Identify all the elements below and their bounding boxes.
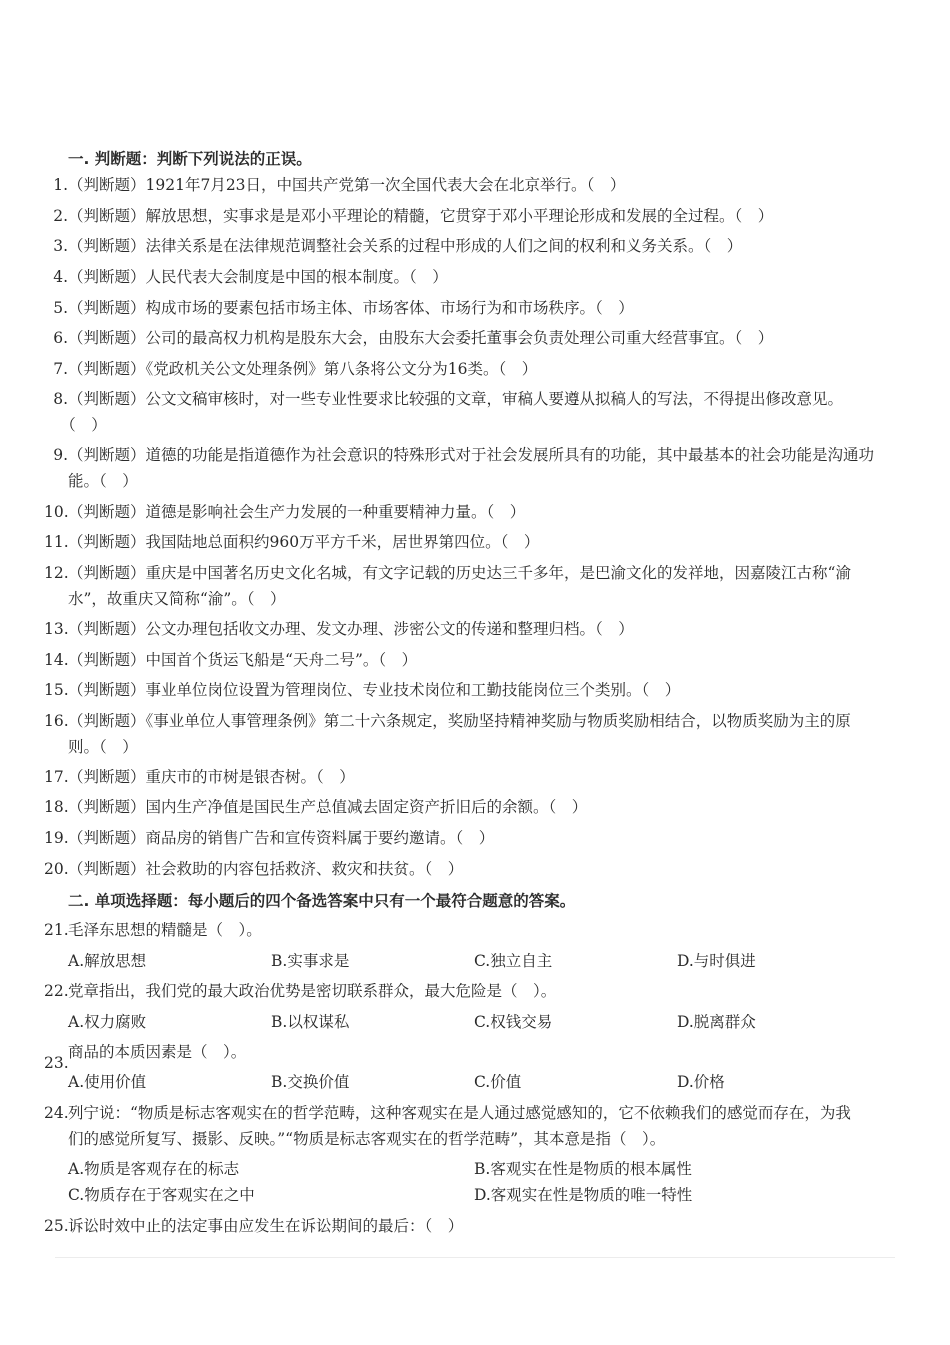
question-type-tag: （判断题） — [68, 620, 146, 638]
option-b: B.交换价值 — [271, 1073, 350, 1091]
question-type-tag: （判断题） — [68, 360, 146, 378]
question-type-tag: （判断题） — [68, 681, 146, 699]
options-row — [68, 1009, 888, 1035]
question-number: 23. — [44, 1054, 69, 1072]
answer-blank: （ ） — [486, 503, 526, 521]
question-number: 7. — [53, 360, 68, 378]
question-number: 17. — [44, 768, 69, 786]
question-type-tag: （判断题） — [68, 390, 146, 408]
question-number: 13. — [44, 620, 69, 638]
question-text: 解放思想，实事求是是邓小平理论的精髓，它贯穿于邓小平理论形成和发展的全过程。 — [145, 207, 735, 225]
judgment-question — [44, 172, 880, 198]
option-c: C.独立自主 — [474, 952, 553, 970]
choice-question — [44, 978, 880, 1004]
answer-blank: （ ） — [595, 620, 634, 638]
question-number: 1. — [53, 176, 68, 194]
question-text: 道德的功能是指道德作为社会意识的特殊形式对于社会发展所具有的功能，其中最基本的社会功能是沟通功能。 — [68, 446, 875, 490]
answer-blank: （ ） — [548, 798, 588, 816]
question-text: 国内生产净值是国民生产总值减去固定资产折旧后的余额。 — [145, 798, 549, 816]
question-text: 重庆是中国著名历史文化名城，有文字记载的历史达三千多年，是巴渝文化的发祥地，因嘉陵江古称“渝水”，故重庆又简称“渝”。 — [68, 564, 851, 608]
judgment-question — [44, 677, 880, 703]
section-title-single-choice: 二. 单项选择题：每小题后的四个备选答案中只有一个最符合题意的答案。 — [68, 892, 576, 910]
judgment-question — [44, 708, 880, 760]
answer-blank: （ ） — [246, 590, 286, 608]
question-number: 20. — [44, 860, 69, 878]
answer-blank: （ ） — [409, 268, 448, 286]
answer-blank: （ ） — [424, 860, 464, 878]
question-number: 8. — [53, 390, 68, 408]
question-number: 6. — [53, 329, 68, 347]
judgment-question — [44, 616, 880, 642]
option-a: A.解放思想 — [68, 952, 147, 970]
judgment-question — [44, 647, 880, 673]
judgment-question — [44, 233, 880, 259]
options-row — [68, 1156, 888, 1182]
judgment-question — [44, 856, 880, 882]
judgment-question — [44, 499, 880, 525]
question-text: 公司的最高权力机构是股东大会，由股东大会委托董事会负责处理公司重大经营事宜。 — [145, 329, 735, 347]
question-text: 法律关系是在法律规范调整社会关系的过程中形成的人们之间的权利和义务关系。 — [145, 237, 704, 255]
question-type-tag: （判断题） — [68, 299, 146, 317]
answer-blank: （ ） — [500, 533, 540, 551]
option-a: A.物质是客观存在的标志 — [68, 1160, 240, 1178]
question-text: 公文文稿审核时，对一些专业性要求比较强的文章，审稿人要遵从拟稿人的写法，不得提出修改意见。 — [145, 390, 844, 408]
judgment-question — [44, 295, 880, 321]
question-text: 1921年7月23日，中国共产党第一次全国代表大会在北京举行。 — [145, 176, 587, 194]
option-d: D.价格 — [677, 1073, 725, 1091]
option-b: B.以权谋私 — [271, 1013, 350, 1031]
choice-question — [68, 1039, 888, 1065]
question-type-tag: （判断题） — [68, 860, 146, 878]
option-d: D.客观实在性是物质的唯一特性 — [474, 1186, 693, 1204]
question-number: 4. — [53, 268, 68, 286]
section-title-judgment: 一. 判断题：判断下列说法的正误。 — [68, 150, 312, 168]
question-number: 16. — [44, 712, 69, 730]
question-number: 3. — [53, 237, 68, 255]
question-type-tag: （判断题） — [68, 768, 146, 786]
question-text: 构成市场的要素包括市场主体、市场客体、市场行为和市场秩序。 — [145, 299, 596, 317]
choice-question — [44, 1213, 880, 1239]
question-number: 15. — [44, 681, 69, 699]
option-b: B.实事求是 — [271, 952, 350, 970]
answer-blank: （ ） — [734, 207, 774, 225]
question-number: 9. — [53, 446, 68, 464]
question-text: 《事业单位人事管理条例》第二十六条规定，奖励坚持精神奖励与物质奖励相结合，以物质奖励为主的原则。 — [68, 712, 851, 756]
page-divider — [55, 1257, 895, 1258]
option-c: C.权钱交易 — [474, 1013, 553, 1031]
options-row — [68, 1069, 888, 1095]
answer-blank: （ ） — [703, 237, 743, 255]
answer-blank: （ ） — [498, 360, 538, 378]
judgment-question — [44, 264, 880, 290]
question-number: 18. — [44, 798, 69, 816]
option-a: A.权力腐败 — [68, 1013, 147, 1031]
question-type-tag: （判断题） — [68, 651, 146, 669]
question-number: 2. — [53, 207, 68, 225]
question-type-tag: （判断题） — [68, 533, 146, 551]
judgment-question — [44, 764, 880, 790]
question-text: 人民代表大会制度是中国的根本制度。 — [145, 268, 410, 286]
question-text: 社会救助的内容包括救济、救灾和扶贫。 — [145, 860, 425, 878]
option-d: D.与时俱进 — [677, 952, 756, 970]
answer-blank: （ ） — [99, 738, 138, 756]
option-d: D.脱离群众 — [677, 1013, 756, 1031]
options-row — [68, 1182, 888, 1208]
answer-blank: （ ） — [455, 829, 495, 847]
question-text: 毛泽东思想的精髓是（ ）。 — [68, 921, 262, 939]
judgment-question — [44, 325, 880, 351]
question-type-tag: （判断题） — [68, 237, 146, 255]
question-text: 道德是影响社会生产力发展的一种重要精神力量。 — [145, 503, 487, 521]
choice-question — [44, 1100, 864, 1152]
option-c: C.价值 — [474, 1073, 522, 1091]
question-type-tag: （判断题） — [68, 712, 146, 730]
option-c: C.物质存在于客观实在之中 — [68, 1186, 255, 1204]
question-type-tag: （判断题） — [68, 829, 146, 847]
question-type-tag: （判断题） — [68, 564, 146, 582]
question-number: 21. — [44, 921, 69, 939]
question-number: 12. — [44, 564, 69, 582]
question-number: 24. — [44, 1104, 69, 1122]
question-type-tag: （判断题） — [68, 329, 146, 347]
question-number: 11. — [44, 533, 69, 551]
answer-blank: （ ） — [595, 299, 634, 317]
question-type-tag: （判断题） — [68, 268, 146, 286]
question-text: 商品的本质因素是（ ）。 — [68, 1043, 247, 1061]
answer-blank: （ ） — [378, 651, 418, 669]
answer-blank: （ ） — [734, 329, 774, 347]
question-text: 我国陆地总面积约960万平方千米，居世界第四位。 — [145, 533, 501, 551]
answer-blank: （ ） — [68, 416, 107, 434]
question-text: 诉讼时效中止的法定事由应发生在诉讼期间的最后：（ ） — [68, 1217, 464, 1235]
question-text: 公文办理包括收文办理、发文办理、涉密公文的传递和整理归档。 — [145, 620, 596, 638]
judgment-question — [44, 203, 880, 229]
question-text: 中国首个货运飞船是“天舟二号”。 — [145, 651, 379, 669]
question-type-tag: （判断题） — [68, 207, 146, 225]
answer-blank: （ ） — [641, 681, 681, 699]
judgment-question — [44, 825, 880, 851]
choice-question — [44, 917, 880, 943]
option-a: A.使用价值 — [68, 1073, 147, 1091]
question-text: 列宁说：“物质是标志客观实在的哲学范畴，这种客观实在是人通过感觉感知的，它不依赖我们的感觉而存在，为我们的感觉所复写、摄影、反映。”“物质是标志客观实在的哲学范畴”，其本意是指（ ）。 — [68, 1104, 851, 1148]
question-type-tag: （判断题） — [68, 503, 146, 521]
question-number: 10. — [44, 503, 69, 521]
question-number: 14. — [44, 651, 69, 669]
answer-blank: （ ） — [316, 768, 355, 786]
question-number: 25. — [44, 1217, 69, 1235]
question-number: 19. — [44, 829, 69, 847]
question-type-tag: （判断题） — [68, 798, 146, 816]
judgment-question — [44, 356, 880, 382]
question-type-tag: （判断题） — [68, 176, 146, 194]
question-text: 党章指出，我们党的最大政治优势是密切联系群众，最大危险是（ ）。 — [68, 982, 557, 1000]
judgment-question — [44, 560, 880, 612]
question-text: 重庆市的市树是银杏树。 — [145, 768, 317, 786]
answer-blank: （ ） — [586, 176, 626, 194]
options-row — [68, 948, 888, 974]
option-b: B.客观实在性是物质的根本属性 — [474, 1160, 692, 1178]
answer-blank: （ ） — [99, 472, 138, 490]
judgment-question — [44, 529, 880, 555]
question-text: 事业单位岗位设置为管理岗位、专业技术岗位和工勤技能岗位三个类别。 — [145, 681, 642, 699]
question-text: 《党政机关公文处理条例》第八条将公文分为16类。 — [145, 360, 499, 378]
question-text: 商品房的销售广告和宣传资料属于要约邀请。 — [145, 829, 456, 847]
question-number: 22. — [44, 982, 69, 1000]
question-number: 5. — [53, 299, 68, 317]
judgment-question — [44, 794, 880, 820]
judgment-question — [44, 442, 880, 494]
question-type-tag: （判断题） — [68, 446, 146, 464]
judgment-question — [44, 386, 880, 438]
